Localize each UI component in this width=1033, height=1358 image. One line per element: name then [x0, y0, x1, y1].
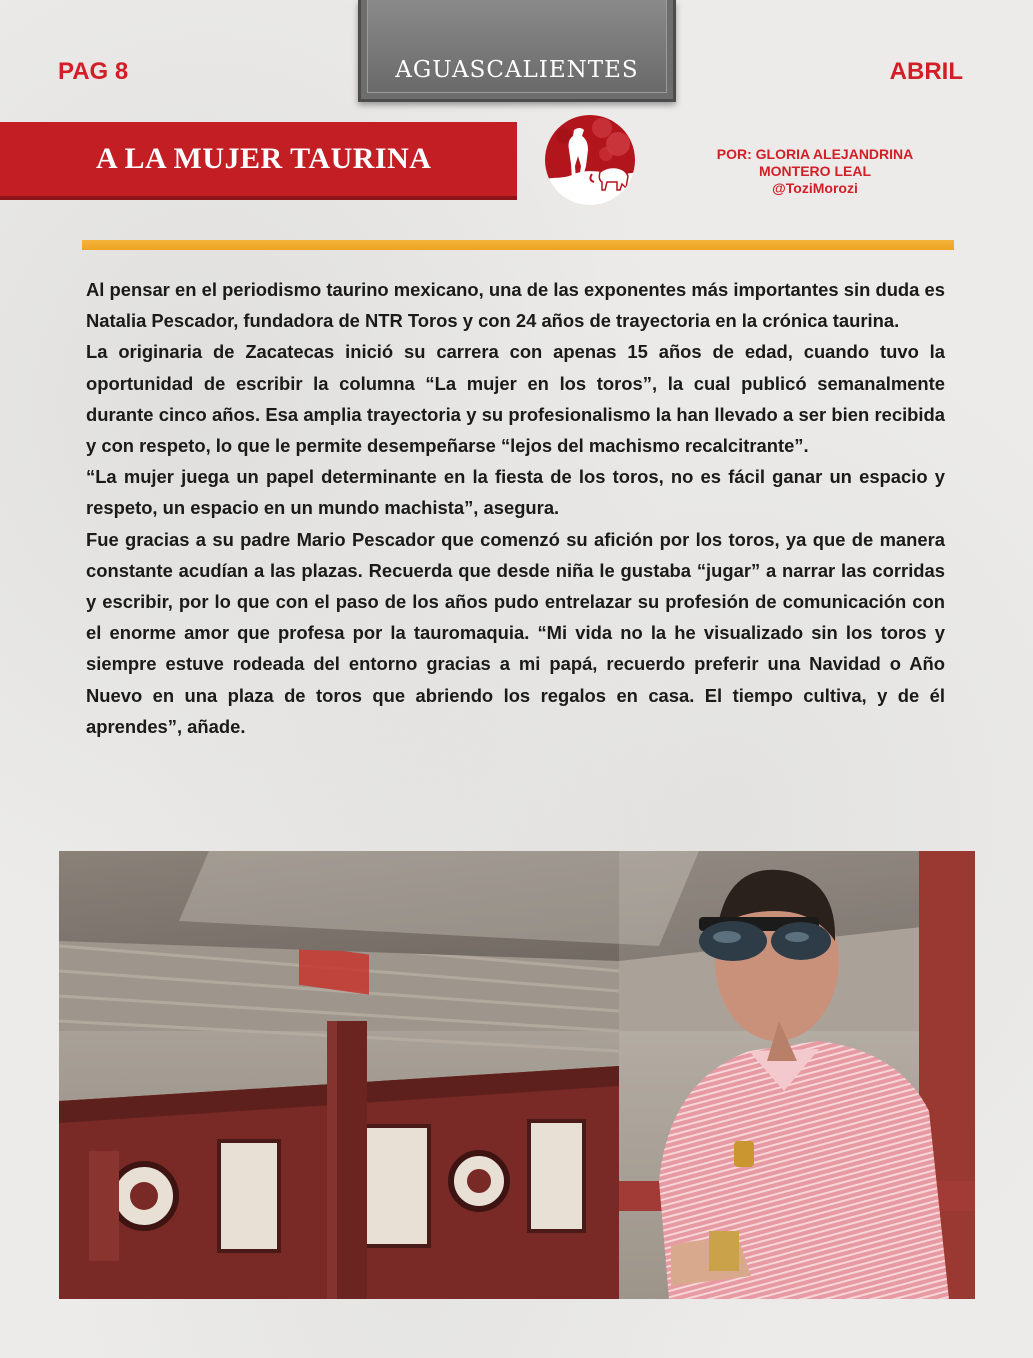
- article-body: [86, 274, 945, 742]
- divider-rule: [82, 240, 954, 250]
- page-number: PAG 8: [58, 58, 129, 85]
- paragraph: Fue gracias a su padre Mario Pescador que comenzó su afición por los toros, ya que de manera constante acudían a las plazas. Recuerda que desde niña le gustaba “jugar” a narrar las corridas y escribir, por lo que con el paso de los años pudo entrelazar su profesión de comunicación con el enorme amor que profesa por la tauromaquia. “Mi vida no la he visualizado sin los toros y siempre estuve rodeada del entorno gracias a mi papá, recuerdo preferir una Navidad o Año Nuevo en una plaza de toros que abriendo los regalos en casa. El tiempo cultiva, y de él aprendes”, añade.: [86, 528, 945, 737]
- paragraph: “La mujer juega un papel determinante en la fiesta de los toros, no es fácil ganar un espacio y respeto, un espacio en un mundo machista”, asegura.: [86, 466, 945, 519]
- paragraph: La originaria de Zacatecas inició su carrera con apenas 15 años de edad, cuando tuvo la oportunidad de escribir la columna “La mujer en los toros”, la cual publicó semanalmente durante cinco años. Esa amplia trayectoria y su profesionalismo la han llevado a ser bien recibida y con respeto, lo que le permite desempeñarse “lejos del machismo recalcitrante”.: [86, 341, 945, 457]
- byline-author-line2: MONTERO LEAL: [759, 163, 871, 179]
- byline-handle: @ToziMorozi: [772, 180, 858, 196]
- byline: [690, 146, 940, 197]
- issue-month: ABRIL: [889, 58, 963, 85]
- section-name: AGUASCALIENTES: [395, 57, 639, 83]
- bullfighter-logo-icon: [544, 114, 636, 206]
- paragraph: Al pensar en el periodismo taurino mexicano, una de las exponentes más importantes sin duda es Natalia Pescador, fundadora de NTR Toros y con 24 años de trayectoria en la crónica taurina.: [86, 279, 945, 332]
- byline-author-line1: POR: GLORIA ALEJANDRINA: [716, 146, 914, 162]
- article-photo: [59, 851, 975, 1299]
- section-tab: [358, 0, 676, 102]
- title-band: [0, 122, 517, 196]
- article-title: A LA MUJER TAURINA: [96, 142, 432, 175]
